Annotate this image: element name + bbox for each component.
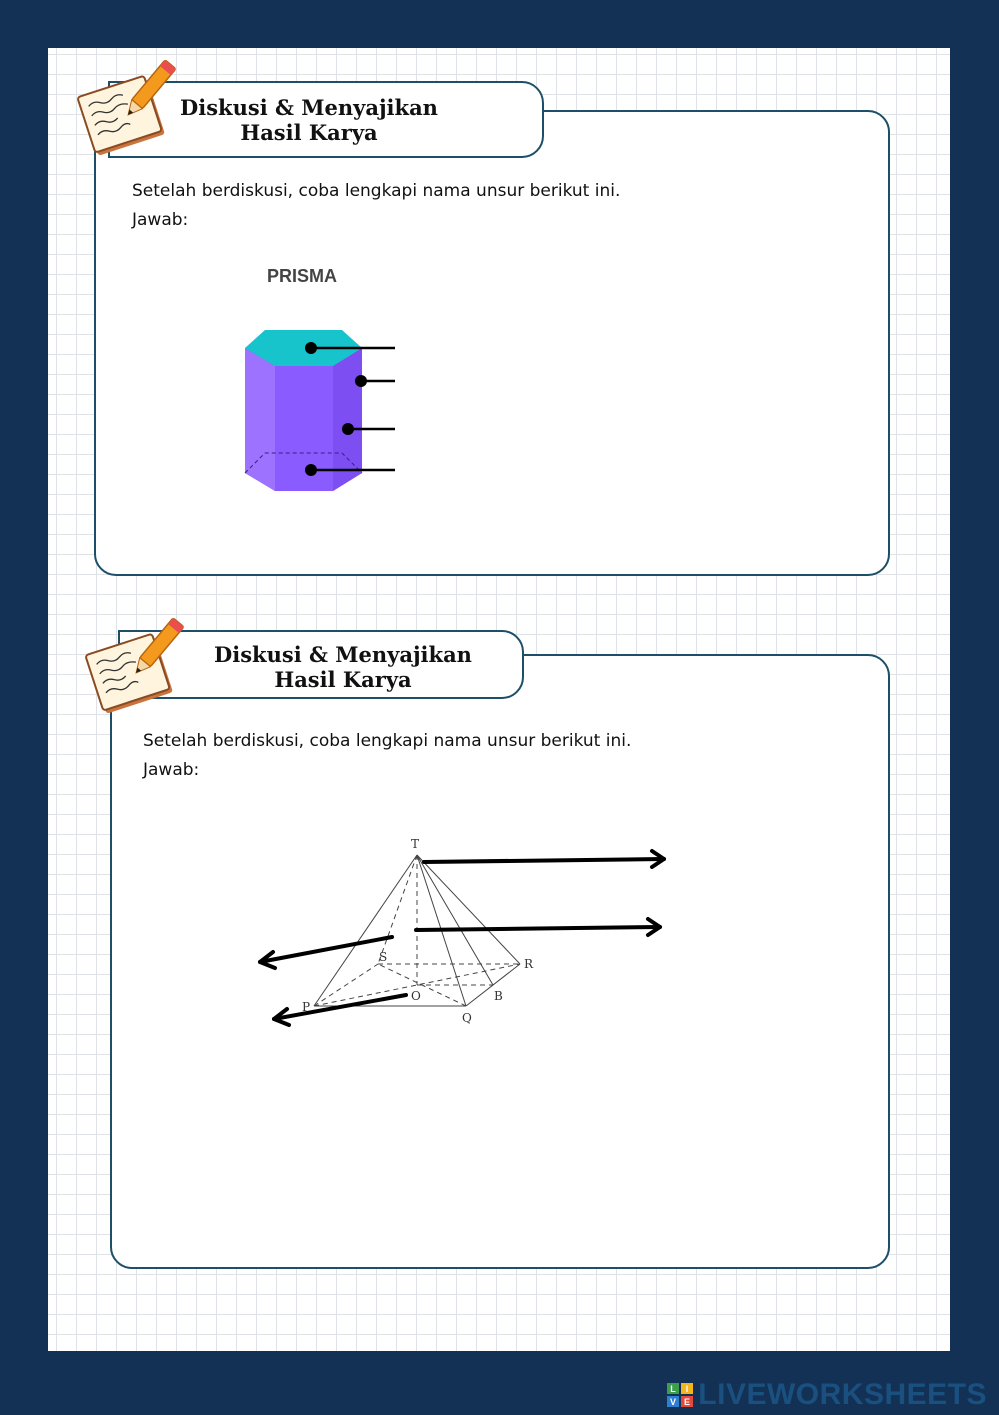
point-label-b: B xyxy=(494,989,503,1003)
section1-instruction: Setelah berdiskusi, coba lengkapi nama unsur berikut ini. xyxy=(132,181,621,201)
arrow-apex-right xyxy=(424,851,664,867)
brand-name: LIVEWORKSHEETS xyxy=(698,1378,987,1411)
prism-pointer-side-face xyxy=(342,423,395,435)
point-label-o: O xyxy=(411,989,421,1003)
worksheet-page xyxy=(48,48,950,1351)
logo-letter-i: I xyxy=(686,1384,689,1394)
notebook-pencil-icon xyxy=(82,616,187,721)
prism-figure-label: PRISMA xyxy=(267,266,338,286)
section1-title: Diskusi & Menyajikan Hasil Karya xyxy=(180,95,438,145)
liveworksheets-brand[interactable] xyxy=(666,1378,987,1412)
arrow-base-corner-left xyxy=(274,995,406,1025)
vertex-label-s: S xyxy=(379,950,388,964)
vertex-label-p: P xyxy=(302,1000,311,1014)
vertex-label-t: T xyxy=(411,837,420,851)
notebook-pencil-icon xyxy=(74,58,179,163)
section2-instruction: Setelah berdiskusi, coba lengkapi nama unsur berikut ini. xyxy=(143,731,632,751)
prism-pointer-top-edge xyxy=(355,375,395,387)
section2-title: Diskusi & Menyajikan Hasil Karya xyxy=(214,642,472,692)
vertex-label-r: R xyxy=(524,957,534,971)
arrow-lateral-edge-right xyxy=(416,919,660,935)
section2-answer-label: Jawab: xyxy=(143,760,200,780)
logo-letter-l: L xyxy=(670,1384,677,1394)
arrow-base-edge-left xyxy=(260,937,392,968)
logo-letter-v: V xyxy=(670,1397,677,1407)
vertex-label-q: Q xyxy=(462,1011,472,1025)
hexagonal-prism-figure xyxy=(238,323,408,498)
square-pyramid-figure xyxy=(248,828,678,1028)
section1-answer-label: Jawab: xyxy=(132,210,189,230)
section1-card xyxy=(94,110,890,576)
liveworksheets-logo-icon xyxy=(666,1382,694,1408)
logo-letter-e: E xyxy=(684,1397,691,1407)
